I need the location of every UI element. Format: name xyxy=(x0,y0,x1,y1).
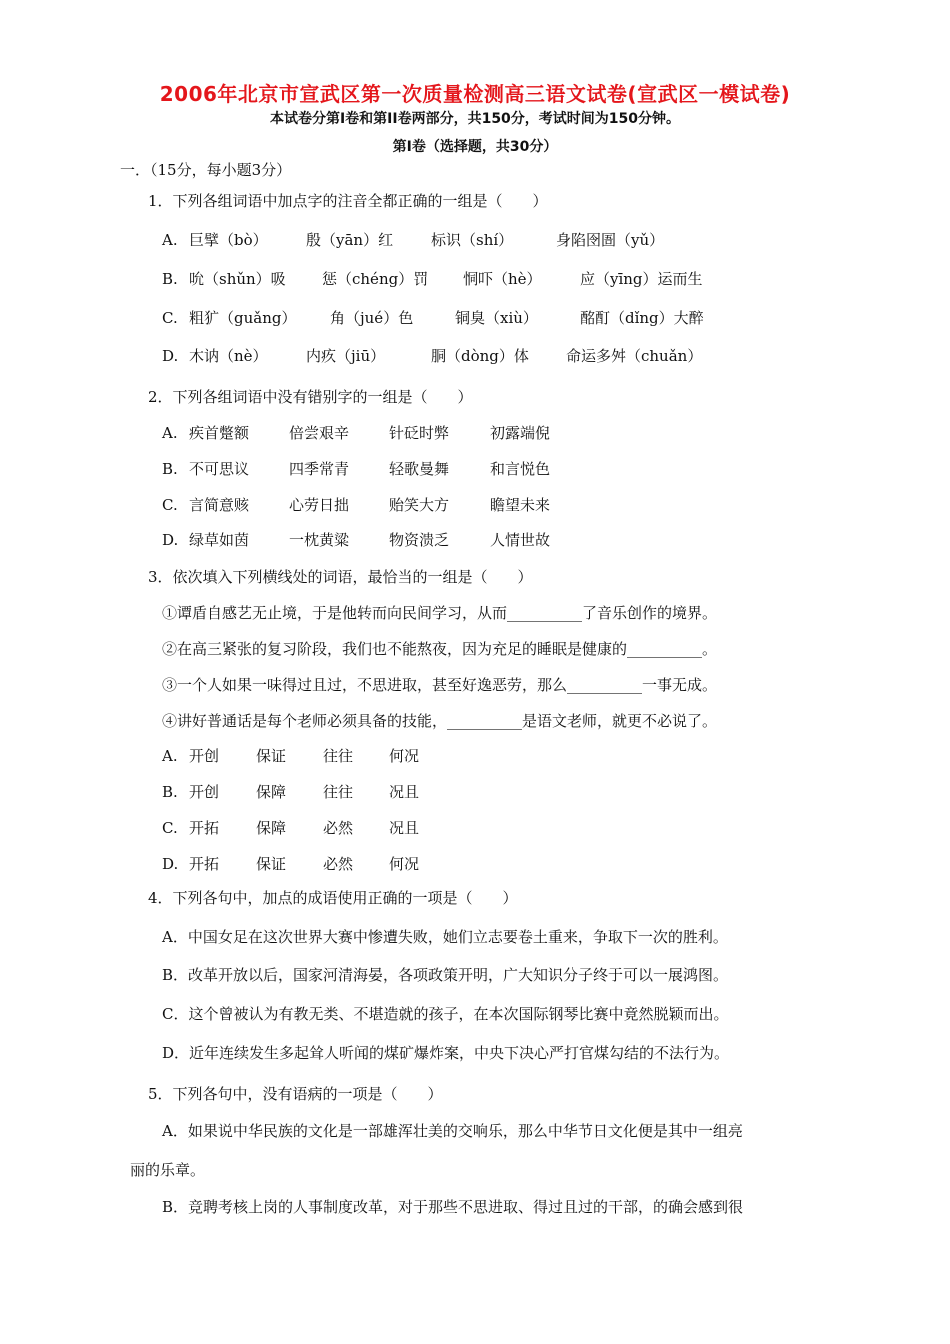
option-item: 铜臭（xiù） xyxy=(455,309,538,327)
option-item: 标识（shí） xyxy=(431,231,514,249)
question-3-stem: 3．依次填入下列横线处的词语，最恰当的一组是（ ） xyxy=(148,568,533,586)
option-item: 往往 xyxy=(323,783,354,801)
option-item: 往往 xyxy=(323,747,354,765)
question-3-sentence: ①谭盾自感艺无止境，于是他转而向民间学习，从而__________了音乐创作的境界。 xyxy=(162,604,718,622)
option-label: B. xyxy=(162,460,178,478)
question-3-sentence: ③一个人如果一味得过且过，不思进取，甚至好逸恶劳，那么__________一事无成。 xyxy=(162,676,718,694)
question-4-option-c: C．这个曾被认为有教无类、不堪造就的孩子，在本次国际钢琴比赛中竟然脱颖而出。 xyxy=(162,1005,729,1023)
question-3-sentence: ②在高三紧张的复习阶段，我们也不能熬夜，因为充足的睡眠是健康的__________。 xyxy=(162,640,718,658)
exam-title: 2006年北京市宣武区第一次质量检测高三语文试卷(宣武区一模试卷) xyxy=(159,82,791,106)
option-item: 贻笑大方 xyxy=(389,496,450,514)
option-label: D. xyxy=(162,531,179,549)
option-item: 巨擘（bò） xyxy=(189,231,268,249)
option-item: 倍尝艰辛 xyxy=(289,424,350,442)
option-item: 吮（shǔn）吸 xyxy=(189,270,286,288)
question-2-stem: 2．下列各组词语中没有错别字的一组是（ ） xyxy=(148,388,473,406)
option-item: 胴（dòng）体 xyxy=(431,347,529,365)
question-4-option-d: D．近年连续发生多起耸人听闻的煤矿爆炸案，中央下决心严打官煤勾结的不法行为。 xyxy=(162,1044,730,1062)
option-item: 保障 xyxy=(256,819,287,837)
option-item: 初露端倪 xyxy=(490,424,551,442)
option-item: 瞻望未来 xyxy=(490,496,551,514)
option-item: 何况 xyxy=(389,747,420,765)
option-item: 况且 xyxy=(389,819,420,837)
option-label: C. xyxy=(162,309,178,327)
question-1-stem: 1．下列各组词语中加点字的注音全都正确的一组是（ ） xyxy=(148,192,548,210)
option-item: 内疚（jiū） xyxy=(306,347,386,365)
question-5-option-a-line1: A．如果说中华民族的文化是一部雄浑壮美的交响乐，那么中华节日文化便是其中一组亮 xyxy=(162,1122,743,1140)
option-item: 身陷囹圄（yǔ） xyxy=(556,231,665,249)
option-item: 必然 xyxy=(323,855,354,873)
option-item: 疾首蹩额 xyxy=(189,424,250,442)
option-item: 针砭时弊 xyxy=(389,424,450,442)
option-item: 惩（chéng）罚 xyxy=(322,270,429,288)
option-label: C. xyxy=(162,496,178,514)
option-item: 轻歌曼舞 xyxy=(389,460,450,478)
question-5-option-a-line2: 丽的乐章。 xyxy=(130,1161,206,1179)
option-item: 木讷（nè） xyxy=(189,347,268,365)
section-heading: 一．（15分，每小题3分） xyxy=(120,161,292,179)
option-item: 四季常青 xyxy=(289,460,350,478)
option-item: 开创 xyxy=(189,783,220,801)
option-label: B. xyxy=(162,783,178,801)
question-3-sentence: ④讲好普通话是每个老师必须具备的技能，__________是语文老师，就更不必说了。 xyxy=(162,712,718,730)
option-item: 开创 xyxy=(189,747,220,765)
option-item: 保证 xyxy=(256,747,287,765)
option-item: 物资溃乏 xyxy=(389,531,450,549)
option-item: 况且 xyxy=(389,783,420,801)
option-item: 一枕黄粱 xyxy=(289,531,350,549)
option-item: 开拓 xyxy=(189,855,220,873)
option-item: 恫吓（hè） xyxy=(463,270,542,288)
option-label: C. xyxy=(162,819,178,837)
option-item: 和言悦色 xyxy=(490,460,551,478)
question-4-option-b: B．改革开放以后，国家河清海晏，各项政策开明，广大知识分子终于可以一展鸿图。 xyxy=(162,966,729,984)
exam-subtitle: 本试卷分第Ⅰ卷和第II卷两部分，共150分，考试时间为150分钟。 xyxy=(269,111,681,127)
option-item: 必然 xyxy=(323,819,354,837)
option-item: 保证 xyxy=(256,855,287,873)
volume-heading: 第Ⅰ卷（选择题，共30分） xyxy=(392,139,558,155)
option-item: 应（yīng）运而生 xyxy=(580,270,703,288)
question-4-option-a: A．中国女足在这次世界大赛中惨遭失败，她们立志要卷土重来，争取下一次的胜利。 xyxy=(162,928,728,946)
option-item: 开拓 xyxy=(189,819,220,837)
option-item: 绿草如茵 xyxy=(189,531,250,549)
option-label: D. xyxy=(162,855,179,873)
option-item: 不可思议 xyxy=(189,460,250,478)
option-item: 保障 xyxy=(256,783,287,801)
option-label: A. xyxy=(162,424,178,442)
option-item: 何况 xyxy=(389,855,420,873)
option-item: 言简意赅 xyxy=(189,496,250,514)
question-4-stem: 4．下列各句中，加点的成语使用正确的一项是（ ） xyxy=(148,889,518,907)
option-item: 心劳日拙 xyxy=(289,496,350,514)
option-label: A. xyxy=(162,231,178,249)
question-5-option-b-line1: B．竞聘考核上岗的人事制度改革，对于那些不思进取、得过且过的干部，的确会感到很 xyxy=(162,1198,744,1216)
option-label: B. xyxy=(162,270,178,288)
option-item: 人情世故 xyxy=(490,531,551,549)
option-label: A. xyxy=(162,747,178,765)
option-item: 粗犷（guǎng） xyxy=(189,309,297,327)
option-item: 命运多舛（chuǎn） xyxy=(566,347,703,365)
option-item: 殷（yān）红 xyxy=(306,231,394,249)
option-label: D. xyxy=(162,347,179,365)
option-item: 角（jué）色 xyxy=(330,309,414,327)
option-item: 酩酊（dǐng）大醉 xyxy=(580,309,704,327)
question-5-stem: 5．下列各句中，没有语病的一项是（ ） xyxy=(148,1085,443,1103)
